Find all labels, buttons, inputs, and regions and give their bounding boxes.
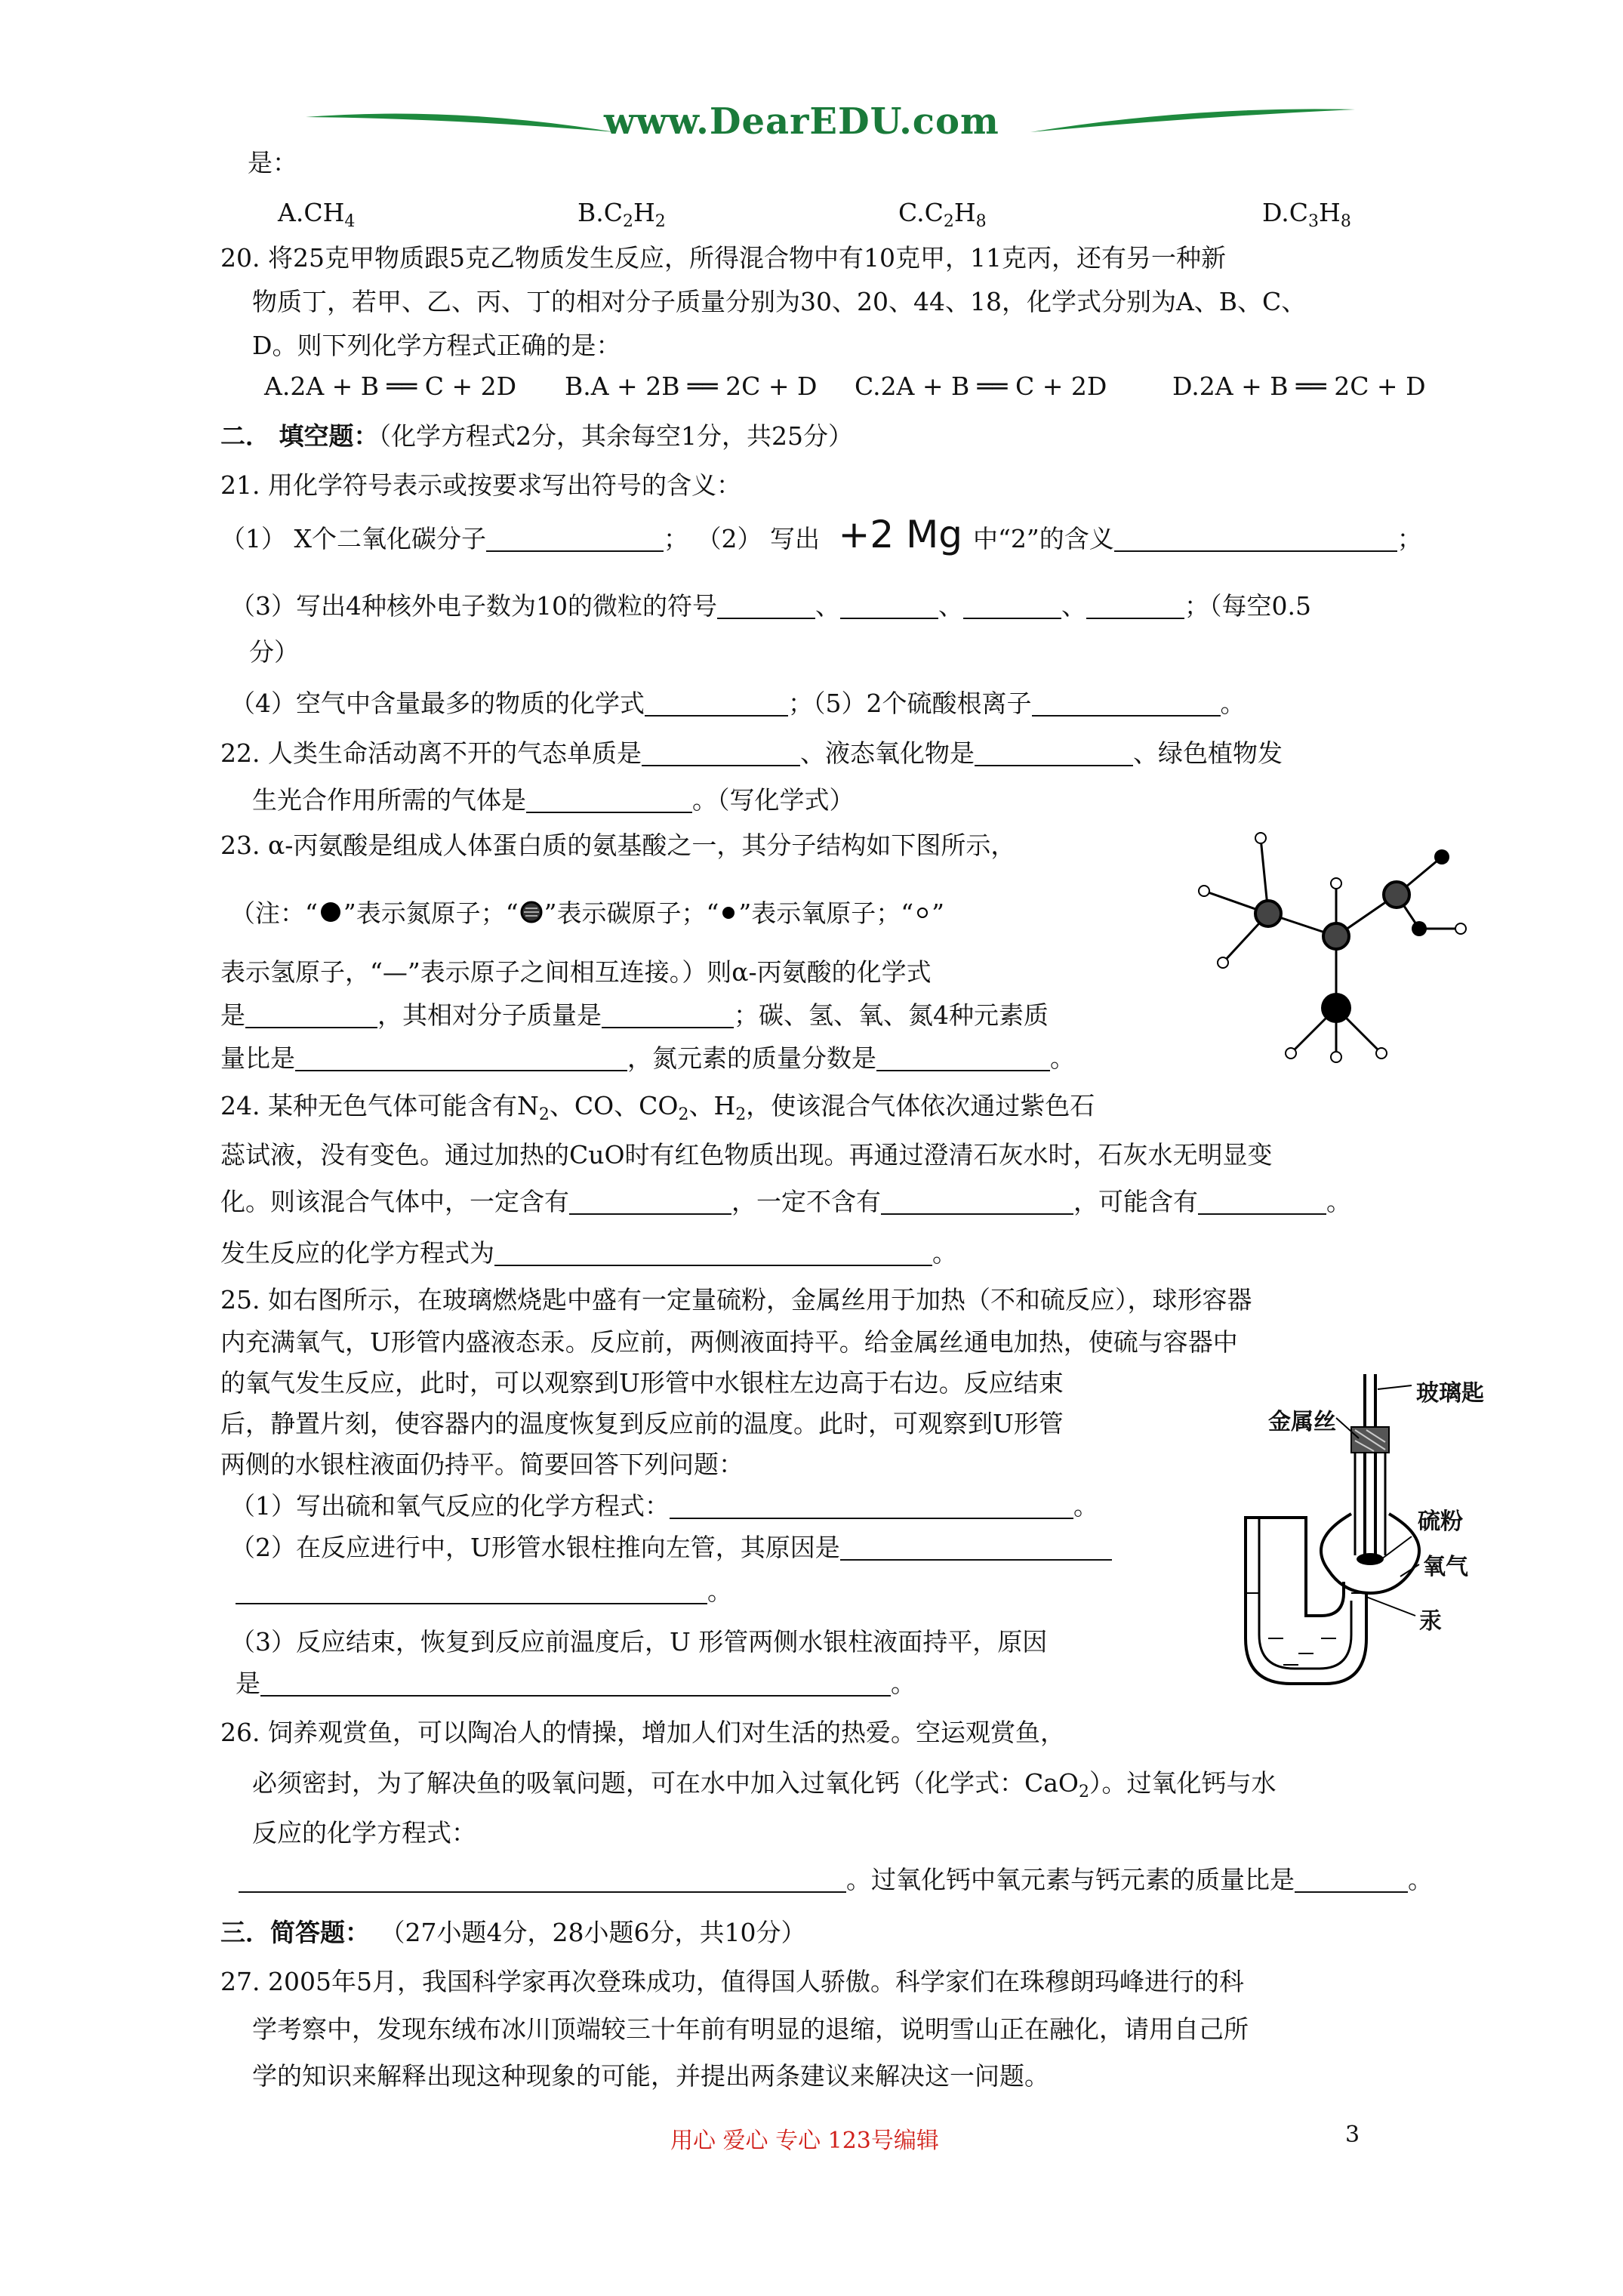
- q25-line-2: 内充满氧气，U形管内盛液态汞。反应前，两侧液面持平。给金属丝通电加热，使硫与容器中: [220, 1327, 1238, 1357]
- answer-blank[interactable]: [1198, 1191, 1326, 1215]
- q20-option-c: C.2A + B ══ C + 2D: [855, 371, 1107, 401]
- answer-blank[interactable]: [840, 595, 938, 619]
- answer-blank[interactable]: [975, 742, 1133, 766]
- answer-blank[interactable]: [486, 528, 664, 552]
- answer-blank[interactable]: [295, 1047, 627, 1071]
- q25-part-1: （1）写出硫和氧气反应的化学方程式： 。: [230, 1491, 1098, 1521]
- q23-line-5: 量比是 ，氮元素的质量分数是 。: [220, 1043, 1075, 1073]
- label-mercury: 汞: [1419, 1608, 1442, 1635]
- header-swoosh-right: [1027, 102, 1359, 140]
- q23-line-3: 表示氢原子，“—”表示原子之间相互连接。）则α-丙氨酸的化学式: [220, 957, 932, 987]
- answer-blank[interactable]: [239, 1869, 846, 1893]
- q24-line-3: 化。则该混合气体中，一定含有 ，一定不含有 ，可能含有 。: [220, 1187, 1351, 1216]
- q26-line-3: 反应的化学方程式：: [252, 1818, 476, 1848]
- footer-credit: 用心 爱心 专心 123号编辑: [670, 2128, 939, 2154]
- q23-legend-line: （注：“ ”表示氮原子；“ ”表示碳原子；“ ”表示氧原子；“ ”: [230, 898, 944, 928]
- answer-blank[interactable]: [602, 1004, 734, 1028]
- page-number: 3: [1345, 2122, 1360, 2148]
- section-3-heading: 三．简答题： （27小题4分，28小题6分，共10分）: [220, 1918, 806, 1947]
- answer-blank[interactable]: [881, 1191, 1073, 1215]
- header-site-logo: www.DearEDU.com: [604, 100, 999, 143]
- q20-option-b: B.A + 2B ══ 2C + D: [565, 371, 818, 401]
- hydrogen-atom-icon: [913, 902, 932, 925]
- q20-line-2: 物质丁，若甲、乙、丙、丁的相对分子质量分别为30、20、44、18，化学式分别为A、B、C、: [252, 287, 1307, 316]
- q19-option-a: $A.CH_4$: [278, 198, 356, 231]
- q20-option-a: A.2A + B ══ C + 2D: [264, 371, 517, 401]
- q22-line-1: 22. 人类生命活动离不开的气态单质是 、液态氧化物是 、绿色植物发: [220, 738, 1283, 768]
- q19-option-c: $C.C_2H_8$: [898, 198, 987, 231]
- q21-part-4-5: （4）空气中含量最多的物质的化学式 ；（5）2个硫酸根离子 。: [230, 689, 1246, 718]
- answer-blank[interactable]: [569, 1191, 731, 1215]
- oxygen-atom-icon: [719, 902, 738, 925]
- q24-line-2: 蕊试液，没有变色。通过加热的CuO时有红色物质出现。再通过澄清石灰水时，石灰水无明显变: [220, 1140, 1273, 1170]
- label-oxygen: 氧气: [1423, 1554, 1468, 1580]
- q25-line-3: 的氧气发生反应，此时，可以观察到U形管中水银柱左边高于右边。反应结束: [220, 1368, 1064, 1398]
- q21-stem: 21. 用化学符号表示或按要求写出符号的含义：: [220, 470, 741, 500]
- q25-part-2-cont: 。: [236, 1576, 732, 1607]
- answer-blank[interactable]: [840, 1536, 1112, 1561]
- q23-line-1: 23. α-丙氨酸是组成人体蛋白质的氨基酸之一，其分子结构如下图所示，: [220, 831, 1016, 860]
- q25-line-5: 两侧的水银柱液面仍持平。简要回答下列问题：: [220, 1450, 744, 1479]
- q23-line-4: 是 ，其相对分子质量是 ；碳、氢、氧、氮4种元素质: [220, 1000, 1049, 1030]
- q19-option-d: $D.C_3H_8$: [1262, 198, 1351, 231]
- q20-option-d: D.2A + B ══ 2C + D: [1172, 371, 1426, 401]
- section-2-heading: 二． 填空题：（化学方程式2分，其余每空1分，共25分）: [220, 421, 853, 451]
- label-sulfur-powder: 硫粉: [1418, 1509, 1463, 1535]
- label-metal-wire: 金属丝: [1268, 1409, 1336, 1435]
- answer-blank[interactable]: [494, 1242, 932, 1266]
- answer-blank[interactable]: [1086, 595, 1184, 619]
- answer-blank[interactable]: [963, 595, 1061, 619]
- q25-part-2: （2）在反应进行中，U形管水银柱推向左管，其原因是: [230, 1533, 1112, 1563]
- q26-line-2: 必须密封，为了解决鱼的吸氧问题，可在水中加入过氧化钙（化学式：CaO$_2$）。过氧化钙与水: [252, 1768, 1277, 1801]
- answer-blank[interactable]: [1032, 692, 1221, 717]
- answer-blank[interactable]: [245, 1004, 377, 1028]
- q22-line-2: 生光合作用所需的气体是 。（写化学式）: [252, 785, 855, 815]
- answer-blank[interactable]: [236, 1580, 707, 1604]
- nitrogen-atom-icon: [318, 901, 343, 926]
- q21-part-3: （3）写出4种核外电子数为10的微粒的符号 、 、 、 ；（每空0.5: [230, 591, 1311, 621]
- answer-blank[interactable]: [642, 742, 800, 766]
- answer-blank[interactable]: [260, 1672, 891, 1697]
- mg-valence-symbol: +2 Mg: [838, 513, 962, 556]
- answer-blank[interactable]: [717, 595, 815, 619]
- q25-part-3: （3）反应结束，恢复到反应前温度后，U 形管两侧水银柱液面持平，原因: [230, 1627, 1048, 1657]
- header-swoosh-left: [302, 102, 619, 140]
- answer-blank[interactable]: [670, 1495, 1073, 1519]
- q26-line-1: 26. 饲养观赏鱼，可以陶冶人的情操，增加人们对生活的热爱。空运观赏鱼，: [220, 1718, 1065, 1747]
- answer-blank[interactable]: [526, 789, 692, 813]
- q21-part-1-2: （1） X个二氧化碳分子 ； （2） 写出 +2 Mg 中“2”的含义 ；: [220, 513, 1422, 556]
- carbon-atom-icon: [519, 901, 544, 926]
- q20-line-3: D。则下列化学方程式正确的是：: [252, 331, 621, 360]
- answer-blank[interactable]: [1114, 528, 1397, 552]
- q19-option-b: $B.C_2H_2$: [577, 198, 666, 231]
- answer-blank[interactable]: [1295, 1869, 1408, 1893]
- label-glass-spoon: 玻璃匙: [1416, 1380, 1484, 1407]
- q21-part-3-tail: 分）: [249, 637, 299, 667]
- q20-line-1: 20. 将25克甲物质跟5克乙物质发生反应，所得混合物中有10克甲，11克丙，还有另一种新: [220, 243, 1226, 273]
- q24-line-1: 24. 某种无色气体可能含有$N_2$、CO、$CO_2$、$H_2$，使该混合气体依次通过紫色石: [220, 1091, 1095, 1124]
- q26-line-4: 。过氧化钙中氧元素与钙元素的质量比是 。: [239, 1865, 1433, 1895]
- q27-line-1: 27. 2005年5月，我国科学家再次登珠成功，值得国人骄傲。科学家们在珠穆朗玛峰进行的科: [220, 1967, 1244, 1996]
- q25-line-1: 25. 如右图所示，在玻璃燃烧匙中盛有一定量硫粉，金属丝用于加热（不和硫反应），球形容器: [220, 1285, 1252, 1314]
- answer-blank[interactable]: [876, 1047, 1050, 1071]
- q27-line-3: 学的知识来解释出现这种现象的可能，并提出两条建议来解决这一问题。: [252, 2061, 1049, 2091]
- answer-blank[interactable]: [645, 692, 788, 717]
- q25-line-4: 后，静置片刻，使容器内的温度恢复到反应前的温度。此时，可观察到U形管: [220, 1409, 1064, 1438]
- q24-line-4: 发生反应的化学方程式为 。: [220, 1238, 957, 1268]
- q25-part-3-cont: 是 。: [236, 1669, 916, 1698]
- q27-line-2: 学考察中，发现东绒布冰川顶端较三十年前有明显的退缩，说明雪山正在融化，请用自己所: [252, 2014, 1249, 2044]
- q19-stem-tail: 是：: [248, 148, 297, 177]
- alanine-molecule-diagram: [1193, 823, 1480, 1072]
